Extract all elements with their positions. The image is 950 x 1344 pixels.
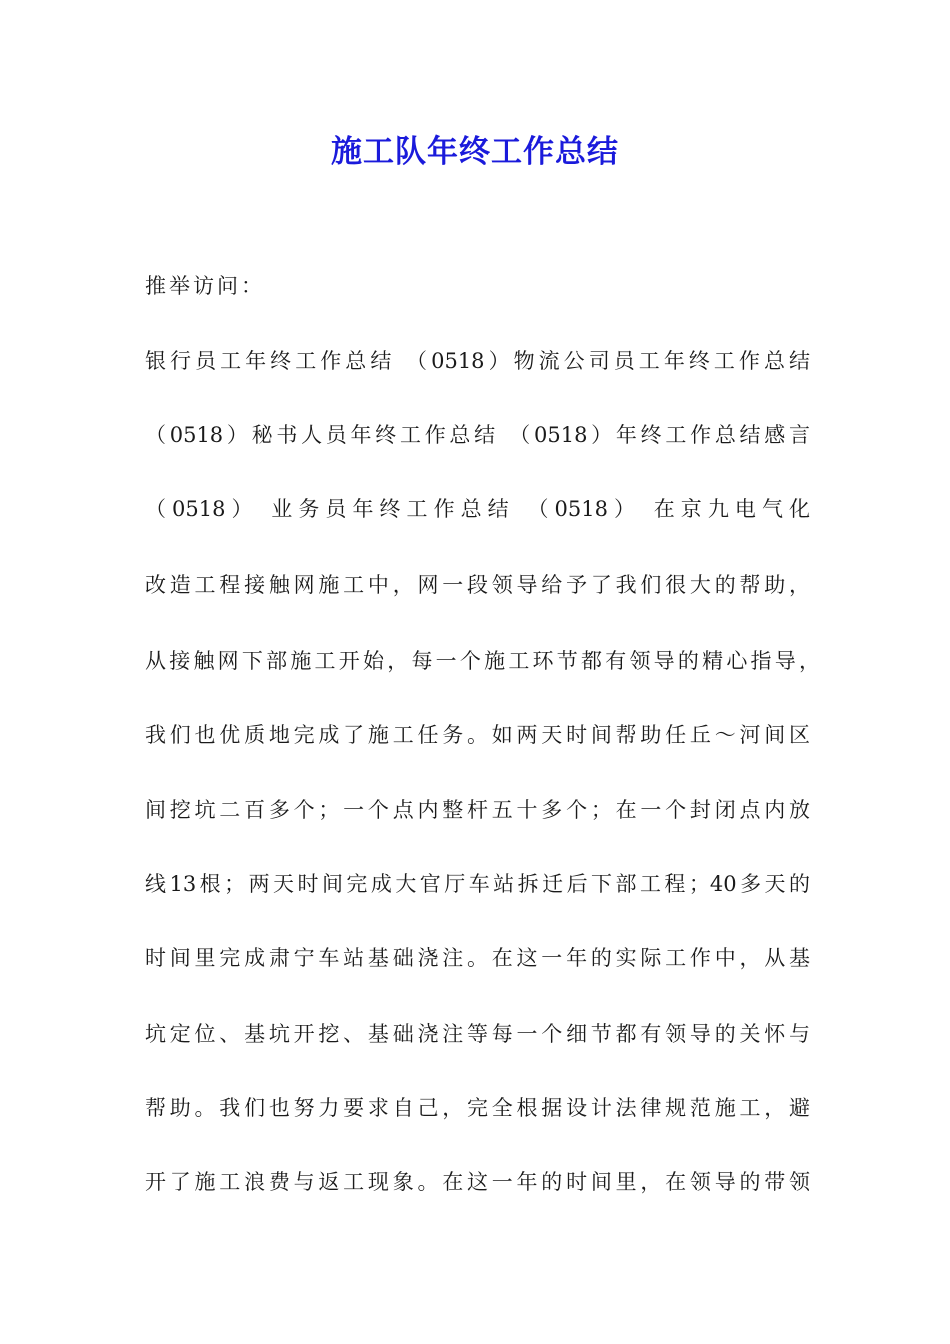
body-line: 我们也优质地完成了施工任务。如两天时间帮助任丘～河间区	[145, 723, 810, 747]
body-line: 银行员工年终工作总结 （0518）物流公司员工年终工作总结	[145, 349, 810, 373]
body-line: 间挖坑二百多个；一个点内整杆五十多个；在一个封闭点内放	[145, 798, 810, 822]
body-line: （0518）秘书人员年终工作总结 （0518）年终工作总结感言	[145, 423, 810, 447]
body-line: 从接触网下部施工开始，每一个施工环节都有领导的精心指导，	[145, 649, 820, 673]
body-line: 坑定位、基坑开挖、基础浇注等每一个细节都有领导的关怀与	[145, 1022, 810, 1046]
body-line: 开了施工浪费与返工现象。在这一年的时间里，在领导的带领	[145, 1170, 810, 1194]
body-line: 帮助。我们也努力要求自己，完全根据设计法律规范施工，避	[145, 1096, 810, 1120]
body-line: 时间里完成肃宁车站基础浇注。在这一年的实际工作中，从基	[145, 946, 810, 970]
intro-label: 推举访问：	[145, 274, 265, 298]
body-line: 线13根；两天时间完成大官厅车站拆迁后下部工程；40多天的	[145, 872, 810, 896]
body-line: 改造工程接触网施工中，网一段领导给予了我们很大的帮助，	[145, 573, 810, 597]
body-line: （0518） 业务员年终工作总结 （0518） 在京九电气化	[145, 497, 810, 521]
page-title: 施工队年终工作总结	[331, 134, 619, 170]
